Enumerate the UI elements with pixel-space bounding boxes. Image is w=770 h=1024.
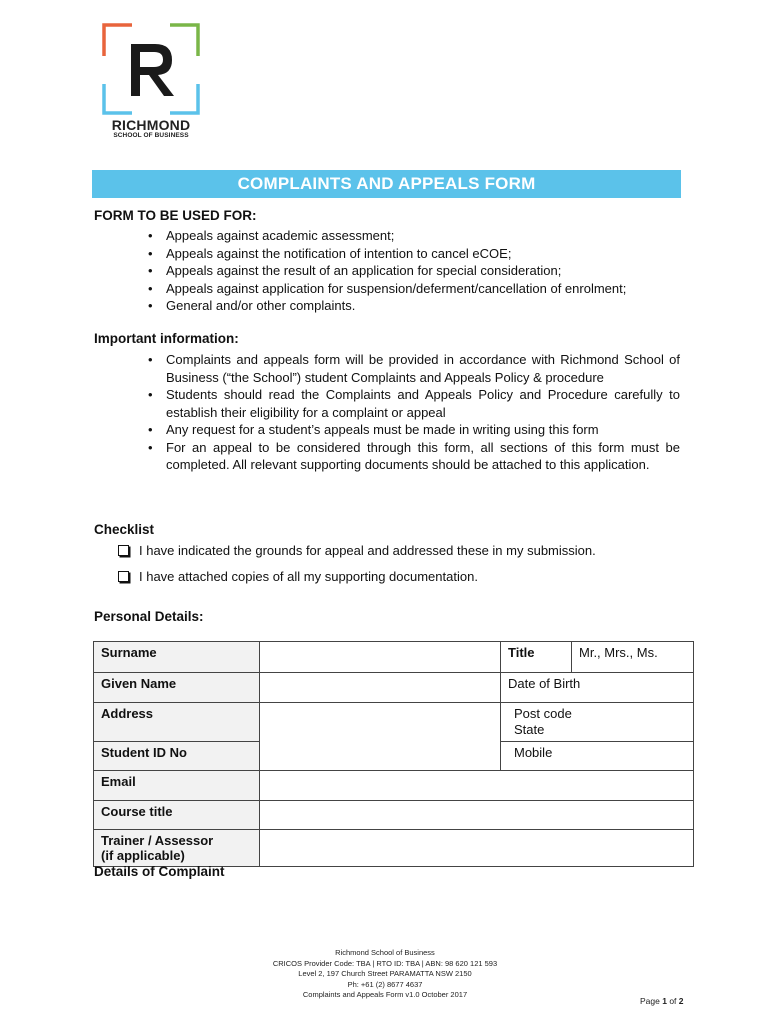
- given-name-field[interactable]: [260, 673, 501, 703]
- trainer-label-line2: (if applicable): [101, 848, 185, 863]
- title-label: Title: [501, 642, 572, 673]
- footer-line: Complaints and Appeals Form v1.0 October 2017: [302, 990, 468, 999]
- trainer-label: [94, 830, 260, 867]
- personal-details-heading: Personal Details:: [94, 609, 204, 624]
- post-code-state-field[interactable]: [501, 703, 694, 742]
- list-item: • For an appeal to be considered through this form, all sections of this form must be completed. All relevant supporting documents should be attached to this application.: [148, 439, 680, 474]
- checkbox-icon[interactable]: [118, 571, 129, 582]
- course-title-field[interactable]: [260, 801, 694, 830]
- list-item: • Appeals against the result of an application for special consideration;: [148, 262, 680, 280]
- checkbox-icon[interactable]: [118, 545, 129, 556]
- checklist-heading: Checklist: [94, 522, 155, 537]
- checklist-label: I have attached copies of all my supporting documentation.: [139, 569, 478, 584]
- important-heading: Important information:: [94, 331, 239, 346]
- footer-line: Ph: +61 (2) 8677 4637: [347, 979, 423, 989]
- logo-subtitle: SCHOOL OF BUSINESS: [113, 132, 189, 139]
- state-label: State: [514, 722, 545, 737]
- list-item: • Students should read the Complaints and Appeals Policy and Procedure carefully to establish their eligibility for a complaint or appeal: [148, 386, 680, 421]
- page-of: of: [666, 996, 679, 1006]
- student-id-label: Student ID No: [94, 742, 260, 771]
- logo-name: RICHMOND: [111, 117, 191, 133]
- email-field[interactable]: [260, 771, 694, 801]
- list-item: • Appeals against application for suspension/deferment/cancellation of enrolment;: [148, 280, 680, 298]
- complaint-details-heading: Details of Complaint: [94, 864, 225, 879]
- address-field[interactable]: [260, 703, 501, 771]
- post-code-label: Post code: [514, 706, 572, 721]
- surname-field[interactable]: [260, 642, 501, 673]
- list-item: • Complaints and appeals form will be provided in accordance with Richmond School of Business (“the School”) student Complaints and Appeals Policy & procedure: [148, 351, 680, 386]
- email-label: Email: [94, 771, 260, 801]
- date-of-birth-field[interactable]: [501, 673, 694, 703]
- address-label: Address: [94, 703, 260, 742]
- checklist-label: I have indicated the grounds for appeal and addressed these in my submission.: [139, 543, 596, 558]
- checklist-item-grounds[interactable]: [118, 543, 596, 558]
- page-number: [640, 996, 684, 1006]
- footer-line: CRICOS Provider Code: TBA | RTO ID: TBA | ABN: 98 620 121 593: [272, 958, 498, 968]
- footer-line: Richmond School of Business: [335, 948, 435, 957]
- list-item: • Appeals against the notification of intention to cancel eCOE;: [148, 245, 680, 263]
- mobile-label: Mobile: [514, 745, 553, 760]
- logo-frame-icon: [100, 22, 202, 118]
- usage-list: [148, 227, 680, 315]
- trainer-field[interactable]: [260, 830, 694, 867]
- mobile-field[interactable]: [501, 742, 694, 771]
- dob-label: Date of Birth: [508, 676, 581, 691]
- personal-details-table: [93, 641, 694, 867]
- surname-label: Surname: [94, 642, 260, 673]
- page-current: 1: [662, 996, 667, 1006]
- trainer-label-line1: Trainer / Assessor: [101, 833, 214, 848]
- footer-line: Level 2, 197 Church Street PARAMATTA NSW 2150: [298, 969, 472, 978]
- important-list: [148, 351, 680, 474]
- page-total: 2: [678, 996, 684, 1006]
- list-item: • Appeals against academic assessment;: [148, 227, 680, 245]
- list-item: • General and/or other complaints.: [148, 297, 680, 315]
- school-logo: [100, 22, 202, 140]
- page-prefix: Page: [640, 996, 663, 1006]
- list-item: • Any request for a student’s appeals must be made in writing using this form: [148, 421, 680, 439]
- usage-heading: FORM TO BE USED FOR:: [94, 208, 257, 223]
- form-title-bar: [92, 170, 681, 198]
- checklist-item-documents[interactable]: [118, 569, 478, 584]
- title-options[interactable]: Mr., Mrs., Ms.: [572, 642, 694, 673]
- form-title: COMPLAINTS AND APPEALS FORM: [237, 174, 536, 193]
- footer: [180, 948, 590, 1001]
- course-title-label: Course title: [94, 801, 260, 830]
- given-name-label: Given Name: [94, 673, 260, 703]
